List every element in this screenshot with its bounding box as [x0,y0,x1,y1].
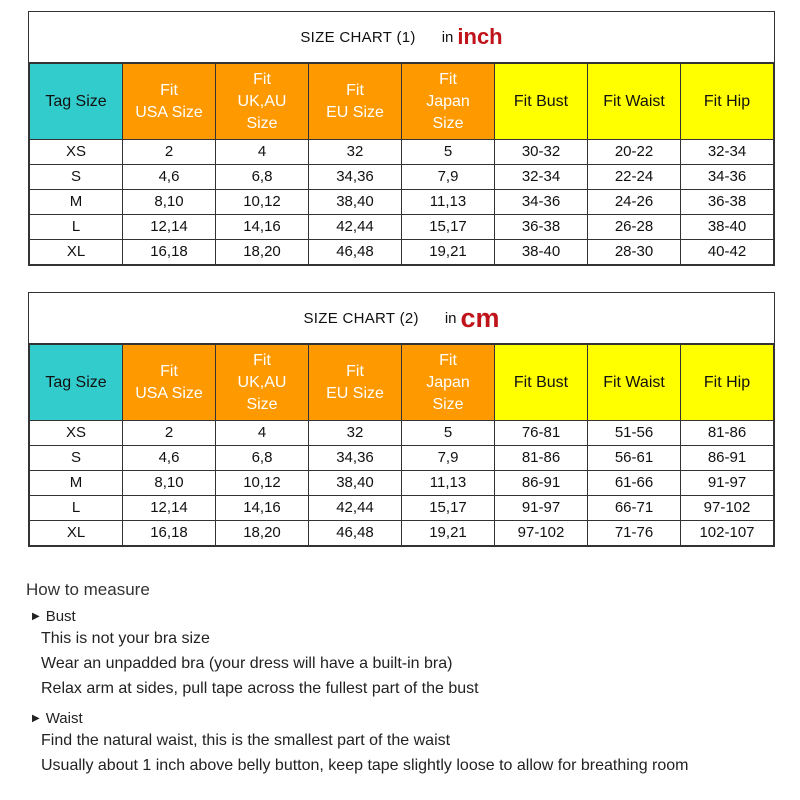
table-cell: 32 [309,140,402,165]
table-cell: 16,18 [123,240,216,265]
table-cell: 36-38 [495,215,588,240]
table-cell: 18,20 [216,240,309,265]
table-row [30,471,774,496]
table-cell: 76-81 [495,421,588,446]
waist-label: Waist [45,710,83,727]
table-cell: XL [30,521,123,546]
table-cell: 32 [309,421,402,446]
table-cell: M [30,471,123,496]
bust-heading [32,608,796,625]
table-cell: 6,8 [216,165,309,190]
chart-title: SIZE CHART (2) [303,309,419,327]
table-cell: L [30,496,123,521]
table-row [30,140,774,165]
table-cell: 36-38 [681,190,774,215]
uk-au-size-header: Fit UK,AU Size [216,345,309,421]
waist-heading [32,710,796,727]
table-cell: M [30,190,123,215]
table-cell: 4 [216,421,309,446]
table-cell: 4 [216,140,309,165]
table-cell: S [30,165,123,190]
header-row [30,345,774,421]
table-cell: 86-91 [495,471,588,496]
triangle-right-icon: ▶ [32,611,40,622]
table-cell: 24-26 [588,190,681,215]
tag-size-header: Tag Size [30,64,123,140]
japan-size-header: Fit Japan Size [402,345,495,421]
table-cell: 38-40 [681,215,774,240]
table-cell: 86-91 [681,446,774,471]
table-cell: 34,36 [309,165,402,190]
eu-size-header: Fit EU Size [309,345,402,421]
waist-header: Fit Waist [588,345,681,421]
table-cell: 10,12 [216,471,309,496]
bust-header: Fit Bust [495,64,588,140]
japan-size-header: Fit Japan Size [402,64,495,140]
table-cell: 6,8 [216,446,309,471]
table-cell: 8,10 [123,190,216,215]
table-cell: 40-42 [681,240,774,265]
table-cell: 32-34 [495,165,588,190]
unit-label: cm [460,302,500,333]
table-row [30,165,774,190]
chart-title-bar [29,293,774,344]
table-cell: 61-66 [588,471,681,496]
table-cell: 5 [402,140,495,165]
waist-line: Find the natural waist, this is the smallest part of the waist [41,732,451,749]
unit-prefix: in [441,28,454,46]
table-cell: XS [30,140,123,165]
waist-header: Fit Waist [588,64,681,140]
eu-size-header: Fit EU Size [309,64,402,140]
table-cell: 32-34 [681,140,774,165]
table-cell: S [30,446,123,471]
unit-label: inch [457,24,503,49]
table-row [30,496,774,521]
table-cell: 20-22 [588,140,681,165]
table-cell: 34,36 [309,446,402,471]
table-cell: 15,17 [402,215,495,240]
table-cell: 56-61 [588,446,681,471]
table-cell: 14,16 [216,496,309,521]
size-table [29,63,774,265]
size-chart-cm [28,292,775,547]
table-cell: 51-56 [588,421,681,446]
triangle-right-icon: ▶ [32,713,40,724]
table-cell: 8,10 [123,471,216,496]
table-cell: 46,48 [309,521,402,546]
table-cell: 38-40 [495,240,588,265]
bust-label: Bust [45,608,76,625]
table-cell: 91-97 [681,471,774,496]
table-cell: 26-28 [588,215,681,240]
table-row [30,215,774,240]
hip-header: Fit Hip [681,345,774,421]
table-cell: 34-36 [681,165,774,190]
table-cell: 46,48 [309,240,402,265]
tag-size-header: Tag Size [30,345,123,421]
table-cell: 38,40 [309,471,402,496]
hip-header: Fit Hip [681,64,774,140]
unit-prefix: in [444,309,457,327]
table-cell: 4,6 [123,165,216,190]
how-to-measure [26,580,796,781]
table-cell: 28-30 [588,240,681,265]
table-cell: 97-102 [681,496,774,521]
table-cell: 11,13 [402,190,495,215]
table-cell: 30-32 [495,140,588,165]
bust-line: Wear an unpadded bra (your dress will have a built-in bra) [41,655,453,672]
size-table [29,344,774,546]
table-cell: 10,12 [216,190,309,215]
chart-title-bar [29,12,774,63]
table-row [30,521,774,546]
chart-title: SIZE CHART (1) [300,28,416,46]
bust-line: This is not your bra size [41,630,210,647]
table-cell: 102-107 [681,521,774,546]
table-row [30,190,774,215]
measure-heading: How to measure [26,580,150,599]
table-cell: 18,20 [216,521,309,546]
uk-au-size-header: Fit UK,AU Size [216,64,309,140]
table-cell: 12,14 [123,215,216,240]
table-cell: XS [30,421,123,446]
table-cell: 4,6 [123,446,216,471]
size-chart-inch [28,11,775,266]
table-cell: 7,9 [402,165,495,190]
table-cell: 2 [123,421,216,446]
table-cell: 22-24 [588,165,681,190]
table-cell: 42,44 [309,496,402,521]
header-row [30,64,774,140]
table-cell: 34-36 [495,190,588,215]
table-cell: 19,21 [402,521,495,546]
table-cell: 81-86 [495,446,588,471]
usa-size-header: Fit USA Size [123,345,216,421]
table-cell: 71-76 [588,521,681,546]
table-cell: 2 [123,140,216,165]
usa-size-header: Fit USA Size [123,64,216,140]
table-cell: XL [30,240,123,265]
table-cell: 19,21 [402,240,495,265]
bust-line: Relax arm at sides, pull tape across the fullest part of the bust [41,680,479,697]
table-cell: 42,44 [309,215,402,240]
table-cell: 11,13 [402,471,495,496]
table-cell: L [30,215,123,240]
table-cell: 7,9 [402,446,495,471]
table-cell: 5 [402,421,495,446]
table-cell: 15,17 [402,496,495,521]
table-row [30,421,774,446]
table-cell: 38,40 [309,190,402,215]
waist-line: Usually about 1 inch above belly button, keep tape slightly loose to allow for breathing room [41,757,689,774]
table-cell: 81-86 [681,421,774,446]
table-cell: 16,18 [123,521,216,546]
table-cell: 91-97 [495,496,588,521]
table-row [30,240,774,265]
table-row [30,446,774,471]
bust-header: Fit Bust [495,345,588,421]
table-cell: 66-71 [588,496,681,521]
table-cell: 97-102 [495,521,588,546]
table-cell: 14,16 [216,215,309,240]
table-cell: 12,14 [123,496,216,521]
